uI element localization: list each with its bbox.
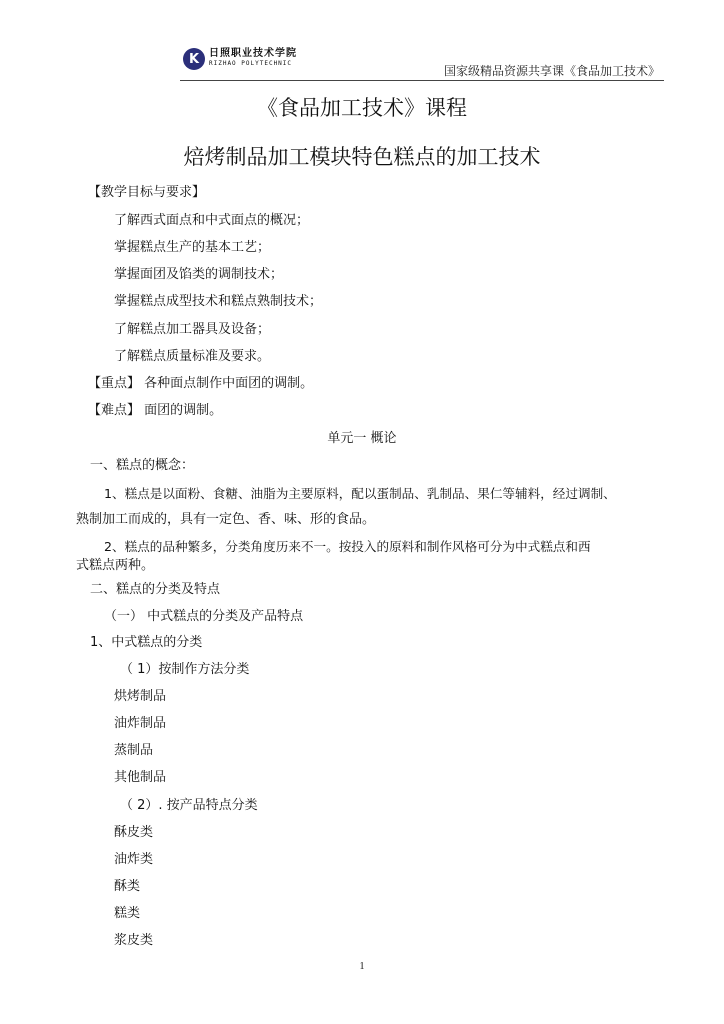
goal-item: 了解糕点质量标准及要求。 [114, 349, 271, 364]
goals-heading: 【教学目标与要求】 [88, 185, 206, 200]
document-title: 《食品加工技术》课程 [257, 96, 467, 120]
key-point: 【重点】 各种面点制作中面团的调制。 [88, 376, 314, 391]
list-item: 烘烤制品 [114, 689, 167, 704]
paragraph-line: 2、糕点的品种繁多，分类角度历来不一。按投入的原料和制作风格可分为中式糕点和西 [104, 539, 591, 554]
header-divider [180, 80, 664, 81]
goal-item: 了解西式面点和中式面点的概况； [114, 213, 310, 228]
unit-title: 单元一 概论 [327, 431, 397, 446]
paragraph-line: 式糕点两种。 [76, 558, 155, 573]
list-item: 酥皮类 [114, 825, 154, 840]
paragraph-line: 1、糕点是以面粉、食糖、油脂为主要原料，配以蛋制品、乳制品、果仁等辅料，经过调制、 [104, 486, 616, 501]
college-logo [183, 48, 297, 70]
classification-heading: （ 2）. 按产品特点分类 [120, 798, 258, 813]
logo-cn-text: 日照职业技术学院 [209, 48, 297, 59]
list-item: 糕类 [114, 906, 141, 921]
goal-item: 掌握糕点成型技术和糕点熟制技术； [114, 294, 323, 309]
list-item: 蒸制品 [114, 743, 154, 758]
college-emblem-icon: K [183, 48, 205, 70]
list-item: 酥类 [114, 879, 141, 894]
page-number: 1 [359, 961, 365, 972]
document-subtitle: 焙烤制品加工模块特色糕点的加工技术 [183, 145, 541, 169]
goal-item: 掌握面团及馅类的调制技术； [114, 267, 284, 282]
classification-heading: （ 1）按制作方法分类 [120, 662, 250, 677]
list-item: 浆皮类 [114, 933, 154, 948]
section-heading: 一、糕点的概念： [90, 458, 195, 473]
subsection-heading: （一） 中式糕点的分类及产品特点 [104, 609, 304, 624]
subsection-heading: 1、中式糕点的分类 [90, 635, 203, 650]
header-course-label: 国家级精品资源共享课《食品加工技术》 [443, 64, 660, 78]
list-item: 油炸类 [114, 852, 154, 867]
list-item: 其他制品 [114, 770, 167, 785]
goal-item: 掌握糕点生产的基本工艺； [114, 240, 271, 255]
logo-en-text: RIZHAO POLYTECHNIC [209, 60, 293, 67]
list-item: 油炸制品 [114, 716, 167, 731]
goal-item: 了解糕点加工器具及设备； [114, 322, 271, 337]
section-heading: 二、糕点的分类及特点 [90, 582, 221, 597]
difficulty: 【难点】 面团的调制。 [88, 403, 223, 418]
paragraph-line: 熟制加工而成的，具有一定色、香、味、形的食品。 [76, 512, 376, 527]
